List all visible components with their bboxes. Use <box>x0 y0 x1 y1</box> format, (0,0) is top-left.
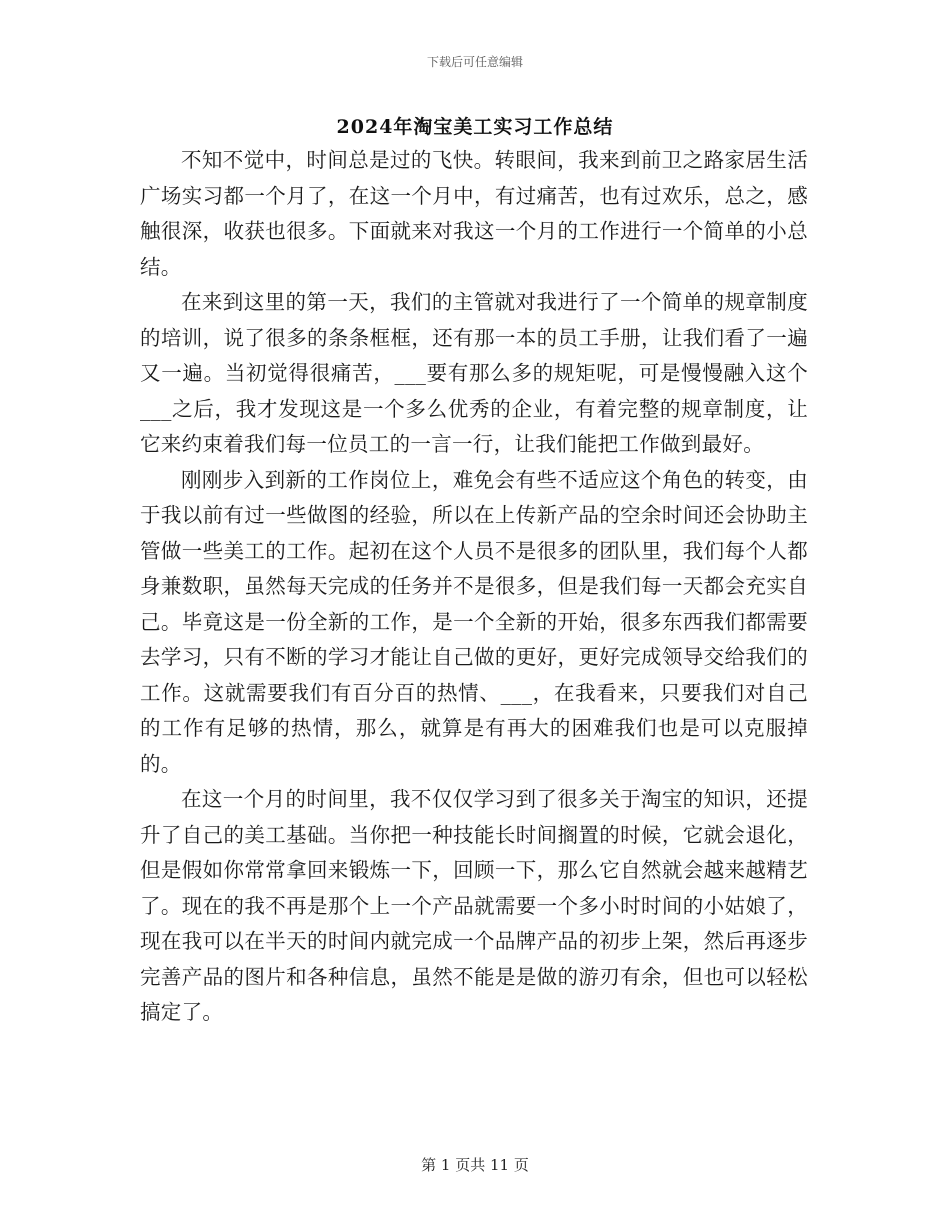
document-body <box>140 143 808 1031</box>
document-title: 2024年淘宝美工实习工作总结 <box>336 116 614 138</box>
page-number-footer: 第 1 页共 11 页 <box>421 1156 529 1174</box>
paragraph-2: 在来到这里的第一天，我们的主管就对我进行了一个简单的规章制度的培训，说了很多的条条框框，还有那一本的员工手册，让我们看了一遍又一遍。当初觉得很痛苦，___要有那么多的规矩呢，可是慢慢融入这个___之后，我才发现这是一个多么优秀的企业，有着完整的规章制度，让它来约束着我们每一位员工的一言一行，让我们能把工作做到最好。 <box>140 290 808 456</box>
paragraph-1: 不知不觉中，时间总是过的飞快。转眼间，我来到前卫之路家居生活广场实习都一个月了，在这一个月中，有过痛苦，也有过欢乐，总之，感触很深，收获也很多。下面就来对我这一个月的工作进行一个简单的小总结。 <box>140 148 808 279</box>
paragraph-4: 在这一个月的时间里，我不仅仅学习到了很多关于淘宝的知识，还提升了自己的美工基础。当你把一种技能长时间搁置的时候，它就会退化，但是假如你常常拿回来锻炼一下，回顾一下，那么它自然就会越来越精艺了。现在的我不再是那个上一个产品就需要一个多小时时间的小姑娘了，现在我可以在半天的时间内就完成一个品牌产品的初步上架，然后再逐步完善产品的图片和各种信息，虽然不能是是做的游刃有余，但也可以轻松搞定了。 <box>140 787 808 1024</box>
paragraph-3: 刚刚步入到新的工作岗位上，难免会有些不适应这个角色的转变，由于我以前有过一些做图的经验，所以在上传新产品的空余时间还会协助主管做一些美工的工作。起初在这个人员不是很多的团队里，我们每个人都身兼数职，虽然每天完成的任务并不是很多，但是我们每一天都会充实自己。毕竟这是一份全新的工作，是一个全新的开始，很多东西我们都需要去学习，只有不断的学习才能让自己做的更好，更好完成领导交给我们的工作。这就需要我们有百分百的热情、___，在我看来，只要我们对自己的工作有足够的热情，那么，就算是有再大的困难我们也是可以克服掉的。 <box>140 467 808 776</box>
page-header-note: 下载后可任意编辑 <box>426 55 523 69</box>
